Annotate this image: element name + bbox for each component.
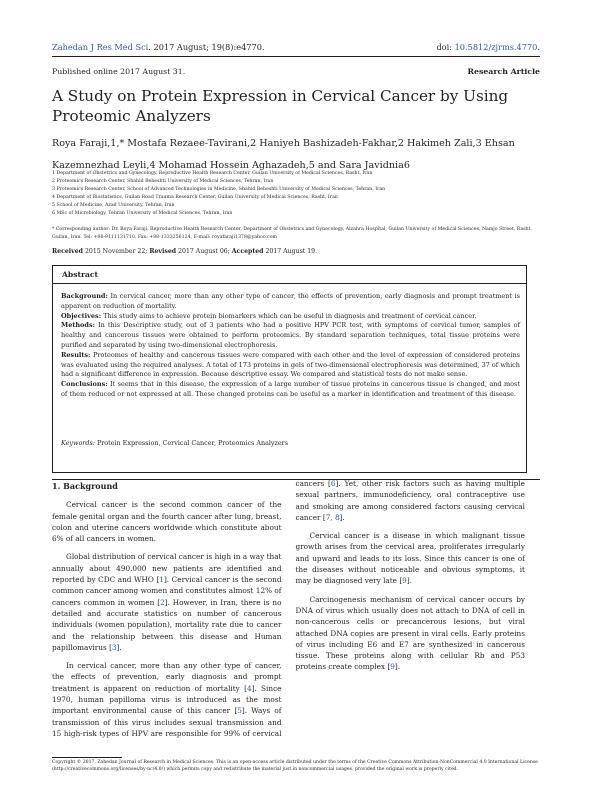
text: ]. — [394, 662, 401, 672]
affiliation: 2 Proteomics Research Center, Shahid Beheshti University of Medical Sciences, Tehran, Iran — [52, 179, 274, 184]
text: ]. — [116, 642, 122, 652]
citation-link[interactable]: 2 — [160, 597, 165, 607]
doi-line — [436, 42, 540, 52]
doi-link[interactable]: 10.5812/zjrms.4770 — [454, 42, 538, 52]
keywords-text: Protein Expression, Cervical Cancer, Proteomics Analyzers — [94, 439, 289, 447]
text: ]. — [406, 576, 412, 586]
affiliation: 6 MSc of Microbiology, Tehran University of Medical Sciences, Tehran, Iran — [52, 211, 233, 216]
methods-label: Methods: — [61, 321, 95, 330]
keywords-label: Keywords: — [61, 439, 95, 447]
background-text: In cervical cancer, more than any other type of cancer, the effects of prevention, early diagnosis and prompt treatment is apparent on reduction of mortality. — [61, 292, 520, 310]
keywords — [61, 439, 520, 448]
revised-label: Revised — [149, 248, 177, 255]
body-column-left — [52, 478, 525, 743]
citation-link[interactable]: 9 — [402, 576, 407, 586]
abstract-rule — [52, 283, 527, 284]
affiliation: 5 School of Medicine, Azad University, Tehran, Iran — [52, 203, 175, 208]
citation-link[interactable]: 7, 8 — [325, 512, 340, 522]
abstract-heading: Abstract — [62, 270, 99, 279]
header-rule — [52, 56, 540, 57]
text: Cervical cancer is a disease in which malignant tissue growth arises from the cervical area, proliferates irregularly and upward and leads to its loss. Since this cancer is one of the diseases without noticeable and obvious symptoms, it may be diagnosed very late [ — [295, 531, 525, 586]
citation-link[interactable]: 3 — [111, 642, 117, 652]
text: ]. However, in Iran, there is no detailed and accurate statistics on number of cancerous individuals (women population), mortality rate due to cancer and the relationship between this disease and Human papillomavirus [ — [52, 597, 282, 652]
objectives-label: Objectives: — [61, 311, 102, 320]
abstract-results — [61, 351, 520, 380]
citation-link[interactable]: 4 — [246, 683, 252, 693]
background-label: Background: — [61, 292, 108, 300]
text: ]. — [339, 512, 345, 522]
section-heading: 1. Background — [52, 481, 118, 491]
accepted-date: 2017 August 19. — [263, 248, 318, 255]
received-label: Received — [52, 248, 83, 255]
affiliations — [52, 170, 542, 218]
accepted-label: Accepted — [231, 248, 264, 255]
text: ]. Since 1970, human papilloma virus is introduced as the most important environmental cause of this cancer [ — [52, 683, 282, 716]
affiliation: 3 Proteomics Research Center, School of Advanced Technologies in Medicine, Shahid Beheshti University of Medical Sciences, Tehran, Iran — [52, 187, 386, 192]
text: Global distribution of cervical cancer is high in a way that annually about 490.000 new patients are identified and reported by CDC and WHO [ — [52, 552, 282, 585]
conclusions-label: Conclusions: — [61, 380, 108, 389]
paragraph — [296, 530, 526, 586]
citation-link[interactable]: 5 — [237, 706, 242, 716]
citation-text: . 2017 August; 19(8):e4770. — [148, 42, 265, 52]
text: Carcinogenesis mechanism of cervical cancer occurs by DNA of virus which usually does not attach to DNA of cell in non-cancerous cells or precancerous lesions, but viral attached DNA copies are present in viral cells. Early proteins of virus including E6 and E7 are synthesized in cancerous tissue. These proteins along with cellular Rb and P53 proteins create complex [ — [295, 594, 525, 672]
copyright-footer: Copyright © 2017, Zahedan Journal of Research in Medical Sciences. This is an open-access article distributed under the terms of the Creative Commons Attribution-NonCommercial 4.0 International License (http://creativecommons.org/licenses/by-nc/4.0/) which permits copy and redistribute the material just in noncommercial usages, provided the original work is properly cited. — [52, 760, 538, 772]
abstract-objectives — [61, 312, 520, 322]
results-label: Results: — [61, 350, 91, 359]
conclusions-text: It seems that in this disease, the expression of a large number of tissue proteins in cancerous tissue is changed, and most of them reduced or not expressed at all. These changed proteins can be useful as a marker in identification and treatment of this disease. — [61, 380, 520, 398]
affiliation: 1 Department of Obstetrics and Gynecology, Reproductive Health Research Center, Guilan University of Medical Sciences, Rasht, Iran — [52, 171, 373, 176]
paragraph — [52, 551, 282, 653]
corresponding-author: * Corresponding author: Dr. Roya Faraji, Reproductive Health Research Center, Department of Obstetrics and Gynecology, Alzahra Hospital, Guilan University of Medical Sciences, Namjo Street, Rasht, Guilan, Iran. Tel: +98-9111131710, Fax: +98-1333256124, E-mail: royafaraji1378@yahoo.com — [52, 227, 533, 240]
authors-line-2: Kazemnezhad Leyli,4 Mohamad Hossein Aghazadeh,5 and Sara Javidnia6 — [52, 160, 410, 171]
affiliation: 4 Department of Biostatistics, Guilan Road Trauma Research Center, Guilan University of Medical Sciences, Rasht, Iran — [52, 195, 338, 200]
abstract-conclusions — [61, 380, 520, 400]
article-dates — [52, 247, 542, 256]
journal-link[interactable]: Zahedan J Res Med Sci — [52, 42, 149, 52]
text: ]. Yet, other risk factors such as having multiple sexual partners, immunodeficiency, oral contraceptive use and smoking are among considered factors causing cervical cancer [ — [295, 479, 525, 522]
received-date: 2015 November 22; — [83, 248, 150, 255]
revised-date: 2017 August 06; — [176, 248, 232, 255]
paragraph: Cervical cancer is the second common cancer of the female genital organ and the fourth cancer after lung, breast, colon and uterine cancers worldwide which constitute about 6% of all cancers in women. — [52, 500, 282, 544]
journal-citation — [52, 42, 265, 52]
paragraph — [296, 594, 526, 673]
doi-suffix: . — [537, 42, 540, 52]
methods-text: In this Descriptive study, out of 3 patients who had a positive HPV PCR test, with symptoms of cervical tumor, samples of healthy and cancerous tissues were obtained to perform proteomics. By standard separation techniques, total tissue proteins were purified and separated by using two-dimensional electrophoresis. — [61, 321, 520, 349]
doi-prefix: doi: — [436, 42, 455, 52]
paper-title: A Study on Protein Expression in Cervical Cancer by Using Proteomic Analyzers — [52, 87, 509, 125]
abstract-body — [61, 292, 520, 400]
authors-line-1: Roya Faraji,1,* Mostafa Rezaee-Tavirani,2 Haniyeh Bashizadeh-Fakhar,2 Hakimeh Zali,3 Ehsan — [52, 138, 515, 149]
text: ]. Cervical cancer is the second common cancer among women and constitutes almost 12% of cancers common in women [ — [52, 575, 282, 607]
abstract-methods — [61, 321, 520, 350]
citation-link[interactable]: 9 — [390, 662, 395, 672]
results-text: Proteomes of healthy and cancerous tissues were compared with each other and the level of expression of considered proteins was evaluated using the required analyses. A total of 173 proteins in gels of two-dimensional electrophoresis was determined, 37 of which had a significant difference in expression. Because descriptive essay. We compared and statistical tests do not make sense. — [61, 350, 520, 379]
published-date: Published online 2017 August 31. — [52, 67, 186, 76]
abstract-background — [61, 292, 520, 312]
objectives-text: This study aims to achieve protein biomarkers which can be useful in diagnosis and treatment of cervical cancer. — [101, 311, 477, 320]
text: In cervical cancer, more than any other type of cancer, the effects of prevention, early diagnosis and prompt treatment is apparent on reduction of mortality [ — [52, 661, 282, 693]
text: ]. Ways of transmission of this virus includes sexual transmission and 15 high-risk types of HPV are responsible for 99% of cervical cancers [ — [52, 479, 331, 738]
article-type: Research Article — [467, 67, 540, 76]
citation-link[interactable]: 1 — [159, 575, 164, 585]
citation-link[interactable]: 6 — [330, 479, 336, 488]
footer-rule — [52, 757, 122, 758]
